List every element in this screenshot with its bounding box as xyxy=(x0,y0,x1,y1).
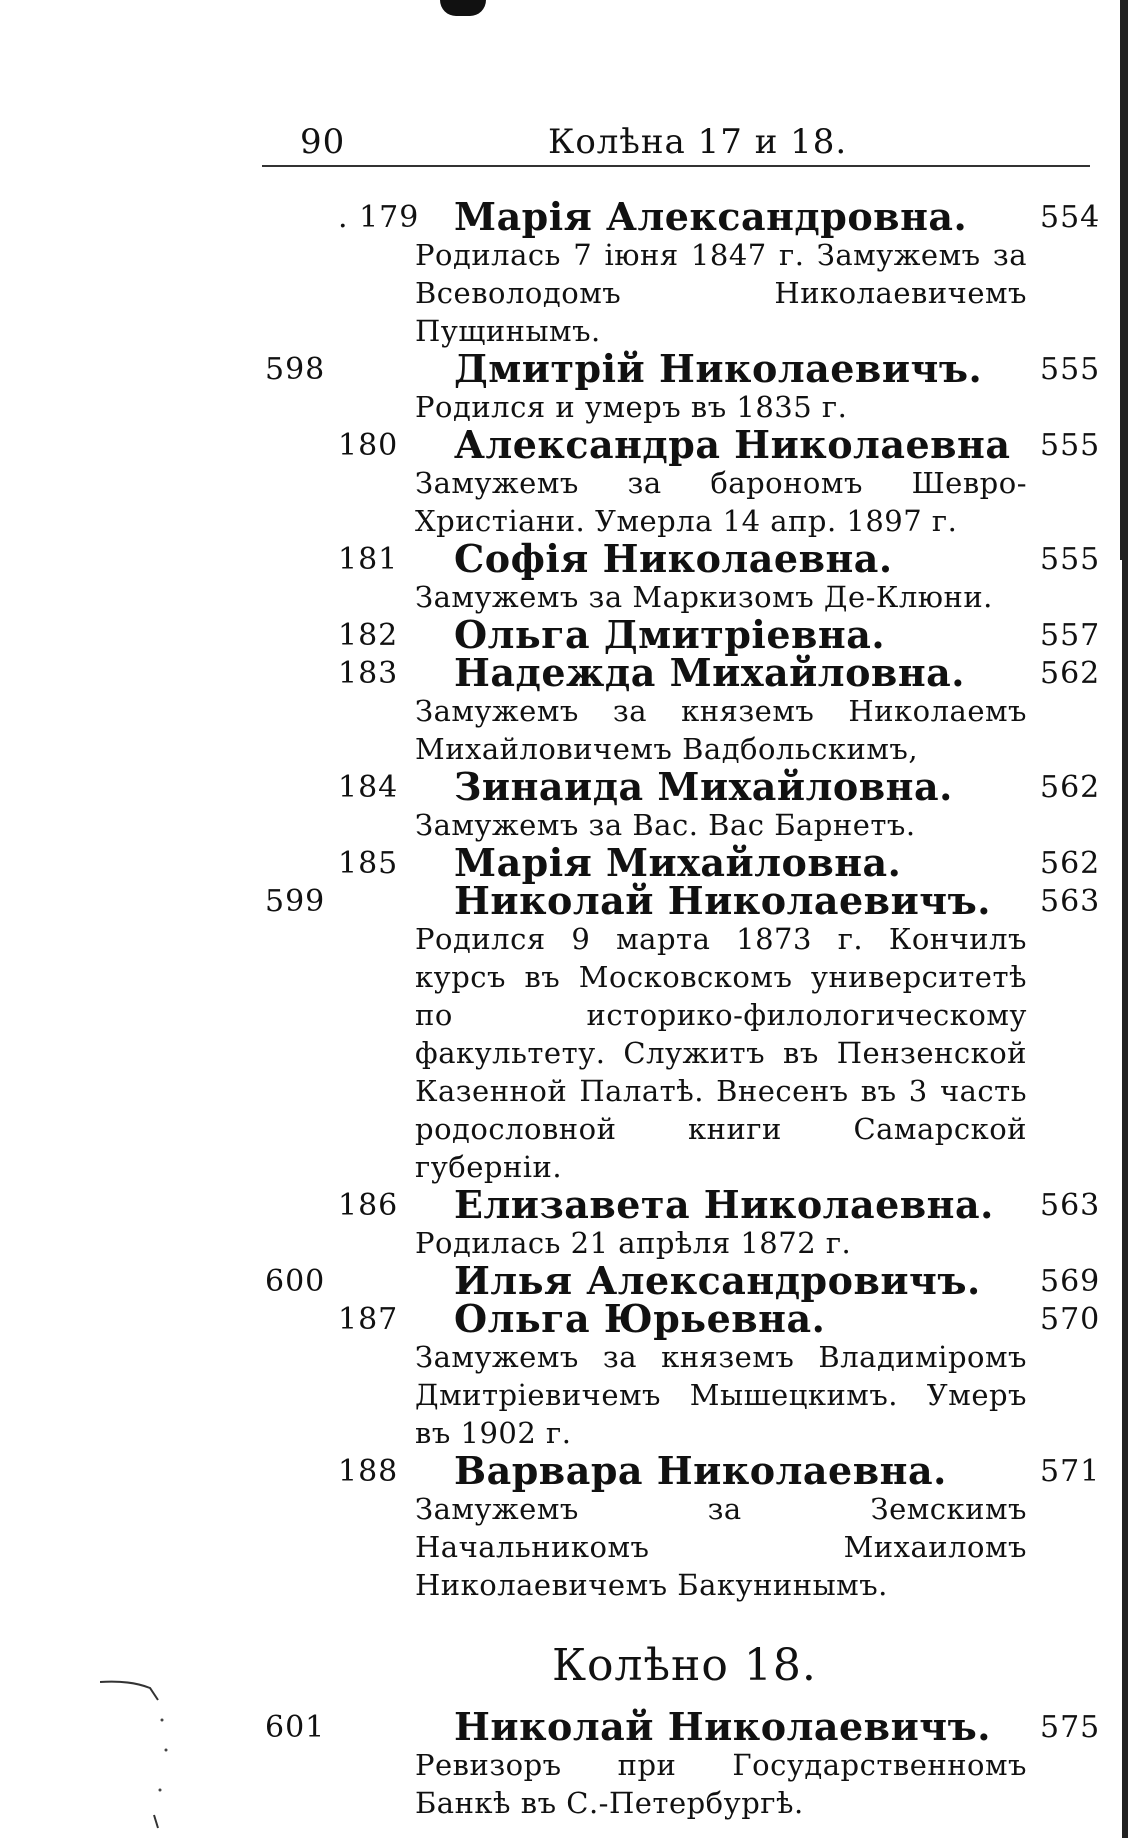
genealogy-entry xyxy=(0,650,1140,768)
entry-description: Замужемъ за княземъ Николаемъ Михайловичемъ Вадбольскимъ, xyxy=(415,694,1027,766)
genealogy-entry xyxy=(0,422,1140,540)
entry-reference-number: 557 xyxy=(1040,618,1101,653)
entry-reference-number: 570 xyxy=(1040,1302,1101,1337)
entry-sub-number: . 179 xyxy=(338,200,420,235)
entry-heading-line xyxy=(0,536,1140,581)
entry-name: Александра Николаевна xyxy=(454,422,1011,467)
entry-reference-number: 555 xyxy=(1040,542,1101,577)
entry-reference-number: 554 xyxy=(1040,200,1101,235)
genealogy-entry xyxy=(0,612,1140,657)
entry-heading-line xyxy=(0,612,1140,657)
entry-reference-number: 575 xyxy=(1040,1710,1101,1745)
entry-heading-line xyxy=(0,1704,1140,1749)
section-heading xyxy=(0,1618,1140,1708)
entry-reference-number: 555 xyxy=(1040,428,1101,463)
running-title: Колѣна 17 и 18. xyxy=(548,122,848,162)
entry-description: Замужемъ за княземъ Владиміромъ Дмитріевичемъ Мышецкимъ. Умеръ въ 1902 г. xyxy=(415,1340,1027,1450)
entry-heading-line xyxy=(0,422,1140,467)
entry-reference-number: 569 xyxy=(1040,1264,1101,1299)
entry-reference-number: 563 xyxy=(1040,1188,1101,1223)
entry-left-number: 601 xyxy=(265,1710,326,1745)
entry-name: Ольга Юрьевна. xyxy=(454,1296,826,1341)
entry-name: Ольга Дмитріевна. xyxy=(454,612,886,657)
entry-heading-line xyxy=(0,878,1140,923)
entry-name: Елизавета Николаевна. xyxy=(454,1182,994,1227)
entry-name: Надежда Михайловна. xyxy=(454,650,965,695)
entry-name: Николай Николаевичъ. xyxy=(454,1704,991,1749)
entry-reference-number: 562 xyxy=(1040,656,1101,691)
entry-reference-number: 563 xyxy=(1040,884,1101,919)
entry-description: Замужемъ за Вас. Вас Барнетъ. xyxy=(415,808,916,842)
entry-heading-line xyxy=(0,650,1140,695)
genealogy-entry xyxy=(0,840,1140,885)
genealogy-entry xyxy=(0,194,1140,350)
genealogy-entries xyxy=(0,194,1140,1822)
entry-heading-line xyxy=(0,194,1140,239)
genealogy-entry xyxy=(0,346,1140,426)
entry-heading-line xyxy=(0,346,1140,391)
entry-name: Марія Михайловна. xyxy=(454,840,902,885)
entry-heading-line xyxy=(0,764,1140,809)
entry-name: Софія Николаевна. xyxy=(454,536,893,581)
entry-name: Николай Николаевичъ. xyxy=(454,878,991,923)
page-header xyxy=(300,122,1090,162)
page-number: 90 xyxy=(300,122,346,162)
entry-name: Марія Александровна. xyxy=(454,194,968,239)
entry-sub-number: 184 xyxy=(338,770,399,805)
genealogy-entry xyxy=(0,1182,1140,1262)
header-rule xyxy=(262,165,1090,167)
genealogy-entry xyxy=(0,536,1140,616)
entry-name: Илья Александровичъ. xyxy=(454,1258,981,1303)
entry-heading-line xyxy=(0,1448,1140,1493)
entry-sub-number: 183 xyxy=(338,656,399,691)
entry-left-number: 599 xyxy=(265,884,326,919)
genealogy-entry xyxy=(0,878,1140,1186)
entry-reference-number: 562 xyxy=(1040,770,1101,805)
entry-name: Варвара Николаевна. xyxy=(454,1448,947,1493)
entry-sub-number: 182 xyxy=(338,618,399,653)
entry-sub-number: 186 xyxy=(338,1188,399,1223)
entries-generation-18 xyxy=(0,1704,1140,1822)
entry-reference-number: 555 xyxy=(1040,352,1101,387)
entry-reference-number: 571 xyxy=(1040,1454,1101,1489)
entry-reference-number: 562 xyxy=(1040,846,1101,881)
entry-description: Замужемъ за Земскимъ Начальникомъ Михаиломъ Николаевичемъ Бакунинымъ. xyxy=(415,1492,1027,1602)
entry-left-number: 600 xyxy=(265,1264,326,1299)
genealogy-entry xyxy=(0,1448,1140,1604)
entry-heading-line xyxy=(0,840,1140,885)
entry-description: Ревизоръ при Государственномъ Банкѣ въ С.-Петербургѣ. xyxy=(415,1748,1027,1820)
entry-sub-number: 188 xyxy=(338,1454,399,1489)
entry-description: Родился 9 марта 1873 г. Кончилъ курсъ въ Московскомъ университетѣ по историко-филологическому факультету. Служитъ въ Пензенской Казенной Палатѣ. Внесенъ въ 3 часть родословной книги Самарской губерніи. xyxy=(415,922,1027,1184)
entry-description: Родилась 7 іюня 1847 г. Замужемъ за Всеволодомъ Николаевичемъ Пущинымъ. xyxy=(415,238,1027,348)
entries-generation-17 xyxy=(0,194,1140,1604)
entry-sub-number: 185 xyxy=(338,846,399,881)
genealogy-entry xyxy=(0,1258,1140,1303)
entry-description: Замужемъ за барономъ Шевро-Христіани. Умерла 14 апр. 1897 г. xyxy=(415,466,1027,538)
genealogy-entry xyxy=(0,1704,1140,1822)
entry-sub-number: 181 xyxy=(338,542,399,577)
entry-description: Родился и умеръ въ 1835 г. xyxy=(415,390,848,424)
entry-name: Зинаида Михайловна. xyxy=(454,764,953,809)
entry-sub-number: 180 xyxy=(338,428,399,463)
entry-description: Родилась 21 апрѣля 1872 г. xyxy=(415,1226,852,1260)
genealogy-entry xyxy=(0,764,1140,844)
entry-heading-line xyxy=(0,1182,1140,1227)
section-title: Колѣно 18. xyxy=(552,1640,817,1691)
entry-left-number: 598 xyxy=(265,352,326,387)
entry-description: Замужемъ за Маркизомъ Де-Клюни. xyxy=(415,580,993,614)
entry-heading-line xyxy=(0,1258,1140,1303)
entry-sub-number: 187 xyxy=(338,1302,399,1337)
entry-heading-line xyxy=(0,1296,1140,1341)
scan-ink-blot xyxy=(440,0,486,16)
genealogy-entry xyxy=(0,1296,1140,1452)
entry-name: Дмитрій Николаевичъ. xyxy=(454,346,983,391)
